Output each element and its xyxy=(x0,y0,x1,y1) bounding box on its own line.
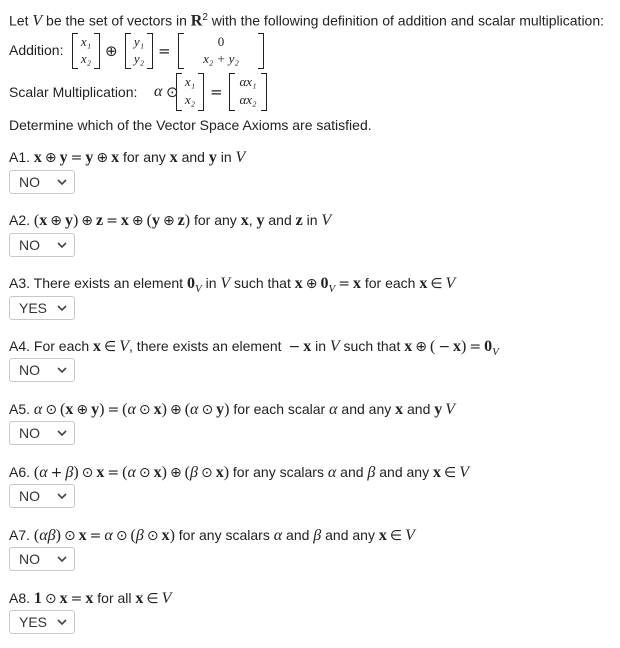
alpha: α xyxy=(127,401,136,418)
addition-vector-y xyxy=(125,33,153,69)
addition-label: Addition: xyxy=(9,42,64,58)
paren: ) xyxy=(72,212,79,229)
vec-x: x xyxy=(111,149,120,166)
text: such that xyxy=(339,338,405,354)
axiom-a3-select[interactable] xyxy=(9,296,75,320)
scalar-label: Scalar Multiplication: xyxy=(9,84,138,100)
element-of: ∈ xyxy=(389,528,403,544)
vec-y: y xyxy=(91,401,100,418)
selected-value: NO xyxy=(19,237,40,253)
addition-result-vector xyxy=(178,33,264,69)
instructions: Determine which of the Vector Space Axioms are satisfied. xyxy=(9,117,372,133)
paren: ( xyxy=(33,464,40,481)
vec-x: x xyxy=(432,464,441,481)
exponent: 2 xyxy=(202,12,208,23)
axiom-id: A6. xyxy=(9,464,31,480)
beta: β xyxy=(367,464,376,481)
element-of: ∈ xyxy=(430,276,443,292)
set-v: V xyxy=(459,464,469,481)
odot: ⊙ xyxy=(201,402,214,418)
vec-x: x xyxy=(419,275,428,292)
paren: ) xyxy=(161,464,167,481)
text: and xyxy=(177,149,209,165)
element-of: ∈ xyxy=(104,339,117,355)
vec-y: y xyxy=(85,149,94,166)
text: in xyxy=(302,212,322,228)
plus: + xyxy=(50,465,63,481)
paren: ) xyxy=(461,338,467,355)
chevron-down-icon xyxy=(56,302,68,314)
scalar-result-vector xyxy=(229,73,267,111)
set-v: V xyxy=(220,275,231,292)
vec-y: y xyxy=(151,212,160,229)
axiom-id: A2. xyxy=(9,212,31,228)
text: and xyxy=(403,401,435,417)
subscript-v: V xyxy=(492,345,499,358)
subscript-v: V xyxy=(194,282,202,295)
addition-vector-x xyxy=(72,33,100,69)
cell-y1: y₁ xyxy=(133,34,145,49)
paren: ( xyxy=(33,527,40,544)
axiom-a8-select[interactable] xyxy=(9,610,75,634)
selected-value: NO xyxy=(19,488,40,504)
vec-x: x xyxy=(93,338,102,355)
odot: ⊙ xyxy=(44,591,57,607)
text: and xyxy=(264,212,296,228)
paren: ( xyxy=(146,212,152,229)
set-v: V xyxy=(161,590,172,607)
alpha-symbol: α xyxy=(154,83,163,100)
text: in xyxy=(311,338,330,354)
vec-x: x xyxy=(33,149,42,166)
oplus-symbol: ⊕ xyxy=(105,42,118,60)
equals-symbol: = xyxy=(158,42,171,60)
chevron-down-icon xyxy=(56,553,68,565)
text: For each xyxy=(30,338,94,354)
cell-ax2: αx₂ xyxy=(239,92,257,107)
oplus: ⊕ xyxy=(96,150,109,166)
text: , xyxy=(248,212,257,228)
text: and xyxy=(336,464,368,480)
zero-vector: 0 xyxy=(320,275,329,292)
vec-x: x xyxy=(240,212,249,229)
set-v: V xyxy=(321,212,332,229)
paren: ) xyxy=(223,464,230,481)
cell-x1: x₁ xyxy=(184,74,196,89)
cell-ax1: αx₁ xyxy=(239,74,257,89)
cell-y2: y₂ xyxy=(133,51,145,66)
oplus: ⊕ xyxy=(81,213,94,229)
zero-vector: 0 xyxy=(484,338,493,355)
vec-x: x xyxy=(39,212,48,229)
element-of: ∈ xyxy=(443,465,457,481)
chevron-down-icon xyxy=(56,616,68,628)
set-v: V xyxy=(445,275,456,292)
intro-text xyxy=(9,12,604,31)
alpha: α xyxy=(39,527,48,544)
axiom-a8-statement xyxy=(9,590,171,608)
selected-value: NO xyxy=(19,362,40,378)
subscript-v: V xyxy=(328,282,336,295)
set-v: V xyxy=(119,338,130,355)
odot: ⊙ xyxy=(138,465,151,481)
vec-x: x xyxy=(378,527,387,544)
oplus: ⊕ xyxy=(44,150,57,166)
alpha: α xyxy=(39,464,48,481)
vec-z: z xyxy=(177,212,185,229)
selected-value: NO xyxy=(19,174,40,190)
vec-x: x xyxy=(153,401,162,418)
vec-z: z xyxy=(295,212,303,229)
vec-x: x xyxy=(169,149,178,166)
axiom-id: A7. xyxy=(9,527,31,543)
paren: ( xyxy=(122,464,128,481)
beta: β xyxy=(190,464,198,481)
paren: ( xyxy=(60,401,66,418)
text: for any scalars xyxy=(174,527,274,543)
oplus: ⊕ xyxy=(169,465,182,481)
minus: − xyxy=(438,339,451,355)
text: and any xyxy=(375,464,433,480)
oplus: ⊕ xyxy=(415,339,427,355)
vec-y: y xyxy=(64,212,73,229)
axiom-a4-select[interactable] xyxy=(9,358,75,382)
axiom-a2-statement xyxy=(9,212,331,230)
eq: = xyxy=(70,150,83,166)
vec-x: x xyxy=(65,401,74,418)
axiom-id: A8. xyxy=(9,590,31,606)
paren: ) xyxy=(161,401,167,418)
text: for any xyxy=(190,212,241,228)
paren: ( xyxy=(184,401,191,418)
vec-x: x xyxy=(453,338,462,355)
selected-value: NO xyxy=(19,551,40,567)
paren: ) xyxy=(169,527,175,544)
set-v: V xyxy=(329,338,340,355)
oplus: ⊕ xyxy=(162,213,175,229)
text: for each xyxy=(360,275,420,291)
vec-x: x xyxy=(352,275,361,292)
vec-y: y xyxy=(216,401,225,418)
alpha: α xyxy=(329,401,338,418)
axiom-a6-statement xyxy=(9,464,469,482)
cell-zero: 0 xyxy=(217,34,225,49)
text: for any scalars xyxy=(229,464,328,480)
paren: ( xyxy=(184,464,190,481)
beta: β xyxy=(135,527,144,544)
odot: ⊙ xyxy=(138,402,151,418)
axiom-a6-select[interactable] xyxy=(9,484,75,508)
chevron-down-icon xyxy=(56,490,68,502)
paren: ) xyxy=(73,464,79,481)
minus: − xyxy=(288,339,301,355)
axiom-id: A3. xyxy=(9,275,31,291)
set-v: V xyxy=(445,401,456,418)
text: for each scalar xyxy=(229,401,330,417)
axiom-a5-select[interactable] xyxy=(9,421,75,445)
odot: ⊙ xyxy=(81,465,94,481)
text: , there exists an element xyxy=(129,338,286,354)
beta: β xyxy=(65,464,74,481)
intro-part: with the following definition of addition and scalar multiplication: xyxy=(207,12,605,29)
odot: ⊙ xyxy=(115,528,128,544)
vec-y: y xyxy=(208,149,217,166)
text: in xyxy=(201,275,221,291)
eq: = xyxy=(338,276,350,292)
beta: β xyxy=(313,527,322,544)
element-of: ∈ xyxy=(146,591,159,607)
odot: ⊙ xyxy=(45,402,58,418)
vec-x: x xyxy=(215,464,224,481)
odot-symbol: ⊙ xyxy=(166,83,179,101)
alpha: α xyxy=(327,464,337,481)
vec-x: x xyxy=(294,275,303,292)
intro-part: Let xyxy=(9,12,33,29)
alpha: α xyxy=(33,401,43,418)
vec-x: x xyxy=(78,527,87,544)
chevron-down-icon xyxy=(56,176,68,188)
set-v: V xyxy=(235,149,246,166)
zero-vector: 0 xyxy=(186,275,195,292)
text: for all xyxy=(93,590,136,606)
eq: = xyxy=(106,213,118,229)
axiom-a4-statement xyxy=(9,338,499,358)
eq: = xyxy=(107,402,120,418)
text: and any xyxy=(337,401,396,417)
selected-value: NO xyxy=(19,425,40,441)
oplus: ⊕ xyxy=(305,276,318,292)
vec-x: x xyxy=(120,212,129,229)
axiom-a7-select[interactable] xyxy=(9,547,75,571)
chevron-down-icon xyxy=(56,239,68,251)
vec-y: y xyxy=(434,401,443,418)
cell-x1: x₁ xyxy=(80,34,92,49)
selected-value: YES xyxy=(19,614,48,630)
paren: ( xyxy=(122,401,128,418)
paren: ) xyxy=(184,212,191,229)
eq: = xyxy=(107,465,120,481)
axiom-a1-select[interactable] xyxy=(9,170,75,194)
text: and xyxy=(282,527,314,543)
scalar-one: 1 xyxy=(33,590,42,607)
equals-symbol: = xyxy=(210,83,223,101)
cell-x2: x₂ xyxy=(184,92,196,107)
vec-x: x xyxy=(161,527,170,544)
vec-x: x xyxy=(135,590,144,607)
oplus: ⊕ xyxy=(169,402,182,418)
vec-x: x xyxy=(395,401,404,418)
odot: ⊙ xyxy=(146,528,159,544)
paren: ) xyxy=(224,401,230,418)
oplus: ⊕ xyxy=(131,213,144,229)
intro-part: be the set of vectors in xyxy=(42,12,191,29)
vec-x: x xyxy=(85,590,94,607)
axiom-a5-statement xyxy=(9,401,455,419)
paren: ( xyxy=(33,212,40,229)
alpha: α xyxy=(190,401,199,418)
paren: ) xyxy=(55,527,61,544)
chevron-down-icon xyxy=(56,427,68,439)
chevron-down-icon xyxy=(56,364,68,376)
paren: ) xyxy=(99,401,105,418)
selected-value: YES xyxy=(19,300,48,316)
eq: = xyxy=(70,591,83,607)
vec-x: x xyxy=(153,464,162,481)
beta: β xyxy=(47,527,56,544)
text: There exists an element xyxy=(30,275,187,291)
axiom-id: A4. xyxy=(9,338,31,354)
vec-y: y xyxy=(256,212,265,229)
axiom-id: A5. xyxy=(9,401,31,417)
alpha: α xyxy=(127,464,136,481)
scalar-vector-x xyxy=(176,73,204,111)
alpha: α xyxy=(104,527,113,544)
axiom-a2-select[interactable] xyxy=(9,233,75,257)
oplus: ⊕ xyxy=(50,213,62,229)
vec-x: x xyxy=(404,338,413,355)
axiom-a7-statement xyxy=(9,527,415,545)
real-r: R xyxy=(190,12,203,30)
vec-x: x xyxy=(59,590,68,607)
paren: ( xyxy=(130,527,136,544)
text: such that xyxy=(230,275,295,291)
alpha: α xyxy=(273,527,283,544)
oplus: ⊕ xyxy=(76,402,89,418)
text: in xyxy=(216,149,236,165)
set-v: V xyxy=(405,527,415,544)
odot: ⊙ xyxy=(200,465,213,481)
vec-z: z xyxy=(96,212,104,229)
axiom-a1-statement xyxy=(9,149,245,167)
paren: ( xyxy=(429,338,436,355)
eq: = xyxy=(469,339,482,355)
text: and any xyxy=(321,527,379,543)
vec-x: x xyxy=(96,464,105,481)
axiom-a3-statement xyxy=(9,275,455,295)
axiom-id: A1. xyxy=(9,149,31,165)
cell-sum: x₂ + y₂ xyxy=(203,51,239,66)
eq: = xyxy=(89,528,102,544)
cell-x2: x₂ xyxy=(80,51,92,66)
vec-y: y xyxy=(59,149,68,166)
vec-x: x xyxy=(303,338,312,355)
text: for any xyxy=(119,149,170,165)
odot: ⊙ xyxy=(63,528,76,544)
set-v: V xyxy=(32,12,43,30)
